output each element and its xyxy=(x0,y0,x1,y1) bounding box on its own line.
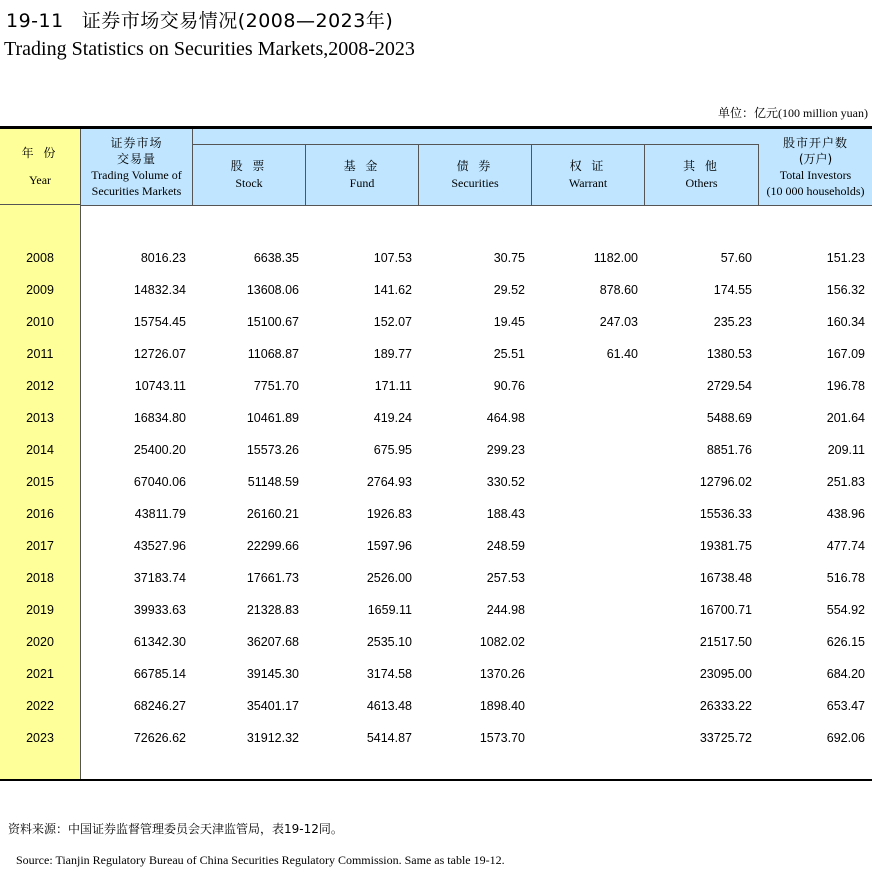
table-row xyxy=(0,626,872,658)
header-securities xyxy=(419,145,532,206)
cell-fund: 107.53 xyxy=(373,251,412,265)
table-row xyxy=(0,562,872,594)
cell-volume: 37183.74 xyxy=(133,571,186,585)
cell-stock: 31912.32 xyxy=(246,731,299,745)
header-investors-cn1: 股市开户数 xyxy=(782,136,848,150)
cell-others: 33725.72 xyxy=(699,731,752,745)
cell-fund: 141.62 xyxy=(373,283,412,297)
header-volume-cn2: 交易量 xyxy=(116,152,156,166)
cell-investors: 554.92 xyxy=(826,603,865,617)
cell-securities: 25.51 xyxy=(493,347,525,361)
cell-others: 8851.76 xyxy=(706,443,752,457)
cell-volume: 43527.96 xyxy=(133,539,186,553)
cell-investors: 201.64 xyxy=(826,411,865,425)
cell-year: 2015 xyxy=(26,475,54,489)
unit-cn: 单位：亿元 xyxy=(717,106,778,120)
cell-stock: 7751.70 xyxy=(253,379,299,393)
cell-volume: 68246.27 xyxy=(133,699,186,713)
cell-year: 2022 xyxy=(26,699,54,713)
cell-fund: 4613.48 xyxy=(366,699,412,713)
cell-investors: 477.74 xyxy=(826,539,865,553)
cell-investors: 438.96 xyxy=(826,507,865,521)
cell-fund: 2764.93 xyxy=(366,475,412,489)
table-row xyxy=(0,722,872,754)
cell-investors: 684.20 xyxy=(826,667,865,681)
cell-securities: 19.45 xyxy=(493,315,525,329)
unit-en: (100 million yuan) xyxy=(778,106,868,120)
header-investors xyxy=(759,129,872,206)
table-number: 19-11 xyxy=(6,10,64,32)
cell-investors: 653.47 xyxy=(826,699,865,713)
cell-investors: 151.23 xyxy=(826,251,865,265)
cell-fund: 2535.10 xyxy=(366,635,412,649)
header-warrant-cn: 权 证 xyxy=(569,159,607,173)
cell-stock: 39145.30 xyxy=(246,667,299,681)
source-en: Source: Tianjin Regulatory Bureau of China Securities Regulatory Commission. Same as table 19-12. xyxy=(16,853,505,867)
cell-stock: 10461.89 xyxy=(246,411,299,425)
table-row xyxy=(0,338,872,370)
header-stock-en: Stock xyxy=(235,176,263,190)
cell-fund: 3174.58 xyxy=(366,667,412,681)
cell-investors: 692.06 xyxy=(826,731,865,745)
cell-stock: 17661.73 xyxy=(246,571,299,585)
cell-year: 2009 xyxy=(26,283,54,297)
header-year-cn: 年 份 xyxy=(21,145,59,160)
cell-investors: 516.78 xyxy=(826,571,865,585)
cell-year: 2021 xyxy=(26,667,54,681)
header-investors-en1: Total Investors xyxy=(779,168,852,182)
header-stock xyxy=(193,145,306,206)
cell-securities: 1082.02 xyxy=(479,635,525,649)
cell-investors: 167.09 xyxy=(826,347,865,361)
page-title-cn xyxy=(6,6,393,33)
header-fund xyxy=(306,145,419,206)
cell-volume: 67040.06 xyxy=(133,475,186,489)
header-others xyxy=(645,145,759,206)
header-volume xyxy=(81,129,193,206)
cell-others: 12796.02 xyxy=(699,475,752,489)
cell-year: 2023 xyxy=(26,731,54,745)
cell-stock: 51148.59 xyxy=(247,475,299,489)
cell-securities: 90.76 xyxy=(493,379,525,393)
cell-volume: 10743.11 xyxy=(134,379,186,393)
cell-year: 2010 xyxy=(26,315,54,329)
cell-others: 2729.54 xyxy=(706,379,752,393)
cell-securities: 188.43 xyxy=(486,507,525,521)
table-row xyxy=(0,466,872,498)
cell-warrant: 878.60 xyxy=(599,283,638,297)
cell-fund: 2526.00 xyxy=(366,571,412,585)
cell-securities: 29.52 xyxy=(493,283,525,297)
cell-year: 2019 xyxy=(26,603,54,617)
header-span-strip xyxy=(193,129,759,145)
cell-investors: 160.34 xyxy=(826,315,865,329)
cell-others: 174.55 xyxy=(713,283,752,297)
cell-year: 2012 xyxy=(26,379,54,393)
cell-others: 19381.75 xyxy=(699,539,752,553)
header-investors-en2: (10 000 households) xyxy=(766,184,865,198)
cell-securities: 30.75 xyxy=(493,251,525,265)
cell-investors: 196.78 xyxy=(826,379,865,393)
cell-fund: 419.24 xyxy=(373,411,412,425)
cell-year: 2014 xyxy=(26,443,54,457)
cell-volume: 61342.30 xyxy=(133,635,186,649)
cell-volume: 66785.14 xyxy=(133,667,186,681)
header-volume-en1: Trading Volume of xyxy=(91,168,182,182)
header-warrant-en: Warrant xyxy=(568,176,608,190)
table-row xyxy=(0,498,872,530)
table-row xyxy=(0,434,872,466)
table-row xyxy=(0,370,872,402)
cell-others: 16700.71 xyxy=(699,603,752,617)
cell-stock: 13608.06 xyxy=(246,283,299,297)
table-row xyxy=(0,242,872,274)
cell-securities: 248.59 xyxy=(486,539,525,553)
cell-volume: 72626.62 xyxy=(133,731,186,745)
cell-volume: 39933.63 xyxy=(133,603,186,617)
header-year xyxy=(0,129,81,205)
cell-fund: 1659.11 xyxy=(367,603,412,617)
cell-year: 2011 xyxy=(26,347,54,361)
data-table xyxy=(0,126,872,782)
cell-year: 2018 xyxy=(26,571,54,585)
cell-others: 57.60 xyxy=(720,251,752,265)
cell-volume: 15754.45 xyxy=(133,315,186,329)
cell-year: 2008 xyxy=(26,251,54,265)
cell-volume: 43811.79 xyxy=(134,507,186,521)
cell-others: 1380.53 xyxy=(706,347,752,361)
cell-stock: 6638.35 xyxy=(253,251,299,265)
cell-securities: 257.53 xyxy=(486,571,525,585)
cell-volume: 16834.80 xyxy=(133,411,186,425)
table-row xyxy=(0,530,872,562)
table-row xyxy=(0,306,872,338)
table-bottom-rule xyxy=(0,779,872,781)
cell-year: 2017 xyxy=(26,539,54,553)
cell-securities: 1370.26 xyxy=(479,667,525,681)
cell-securities: 244.98 xyxy=(486,603,525,617)
cell-volume: 14832.34 xyxy=(133,283,186,297)
header-stock-cn: 股 票 xyxy=(230,159,268,173)
cell-year: 2013 xyxy=(26,411,54,425)
cell-others: 21517.50 xyxy=(699,635,752,649)
cell-fund: 171.11 xyxy=(374,379,412,393)
cell-investors: 156.32 xyxy=(826,283,865,297)
header-investors-cn2: (万户) xyxy=(798,152,833,166)
cell-others: 5488.69 xyxy=(706,411,752,425)
header-securities-en: Securities xyxy=(451,176,499,190)
cell-securities: 1573.70 xyxy=(479,731,525,745)
cell-volume: 8016.23 xyxy=(140,251,186,265)
cell-others: 26333.22 xyxy=(699,699,752,713)
cell-fund: 1926.83 xyxy=(366,507,412,521)
cell-warrant: 1182.00 xyxy=(593,251,638,265)
cell-others: 23095.00 xyxy=(699,667,752,681)
cell-stock: 11068.87 xyxy=(247,347,299,361)
cell-warrant: 61.40 xyxy=(606,347,638,361)
table-row xyxy=(0,658,872,690)
cell-volume: 12726.07 xyxy=(133,347,186,361)
table-row xyxy=(0,594,872,626)
cell-others: 235.23 xyxy=(713,315,752,329)
cell-fund: 189.77 xyxy=(373,347,412,361)
table-row xyxy=(0,402,872,434)
header-others-cn: 其 他 xyxy=(683,159,720,173)
cell-fund: 1597.96 xyxy=(366,539,412,553)
cell-stock: 22299.66 xyxy=(246,539,299,553)
cell-securities: 464.98 xyxy=(486,411,525,425)
cell-investors: 251.83 xyxy=(826,475,865,489)
cell-stock: 15100.67 xyxy=(246,315,299,329)
cell-volume: 25400.20 xyxy=(133,443,186,457)
cell-others: 15536.33 xyxy=(699,507,752,521)
cell-securities: 1898.40 xyxy=(479,699,525,713)
table-row xyxy=(0,690,872,722)
cell-stock: 36207.68 xyxy=(246,635,299,649)
cell-securities: 299.23 xyxy=(486,443,525,457)
source-cn: 资料来源：中国证券监督管理委员会天津监管局，表19-12同。 xyxy=(8,822,343,836)
header-fund-cn: 基 金 xyxy=(343,159,381,173)
title-cn-text: 证券市场交易情况(2008—2023年) xyxy=(81,10,394,32)
cell-stock: 26160.21 xyxy=(246,507,299,521)
cell-stock: 35401.17 xyxy=(246,699,299,713)
header-others-en: Others xyxy=(685,176,718,190)
cell-year: 2016 xyxy=(26,507,54,521)
cell-securities: 330.52 xyxy=(486,475,525,489)
header-fund-en: Fund xyxy=(349,176,375,190)
cell-stock: 21328.83 xyxy=(246,603,299,617)
table-row xyxy=(0,274,872,306)
cell-fund: 675.95 xyxy=(373,443,412,457)
header-securities-cn: 债 券 xyxy=(456,159,494,173)
cell-investors: 626.15 xyxy=(826,635,865,649)
cell-fund: 152.07 xyxy=(373,315,412,329)
unit-label xyxy=(718,104,868,121)
header-volume-cn1: 证券市场 xyxy=(110,136,163,150)
cell-fund: 5414.87 xyxy=(366,731,412,745)
header-volume-en2: Securities Markets xyxy=(91,184,182,198)
header-warrant xyxy=(532,145,645,206)
page-title-en: Trading Statistics on Securities Markets,2008-2023 xyxy=(4,38,415,60)
cell-warrant: 247.03 xyxy=(599,315,638,329)
cell-investors: 209.11 xyxy=(827,443,865,457)
cell-others: 16738.48 xyxy=(699,571,752,585)
cell-year: 2020 xyxy=(26,635,54,649)
header-year-en: Year xyxy=(28,172,52,187)
cell-stock: 15573.26 xyxy=(246,443,299,457)
